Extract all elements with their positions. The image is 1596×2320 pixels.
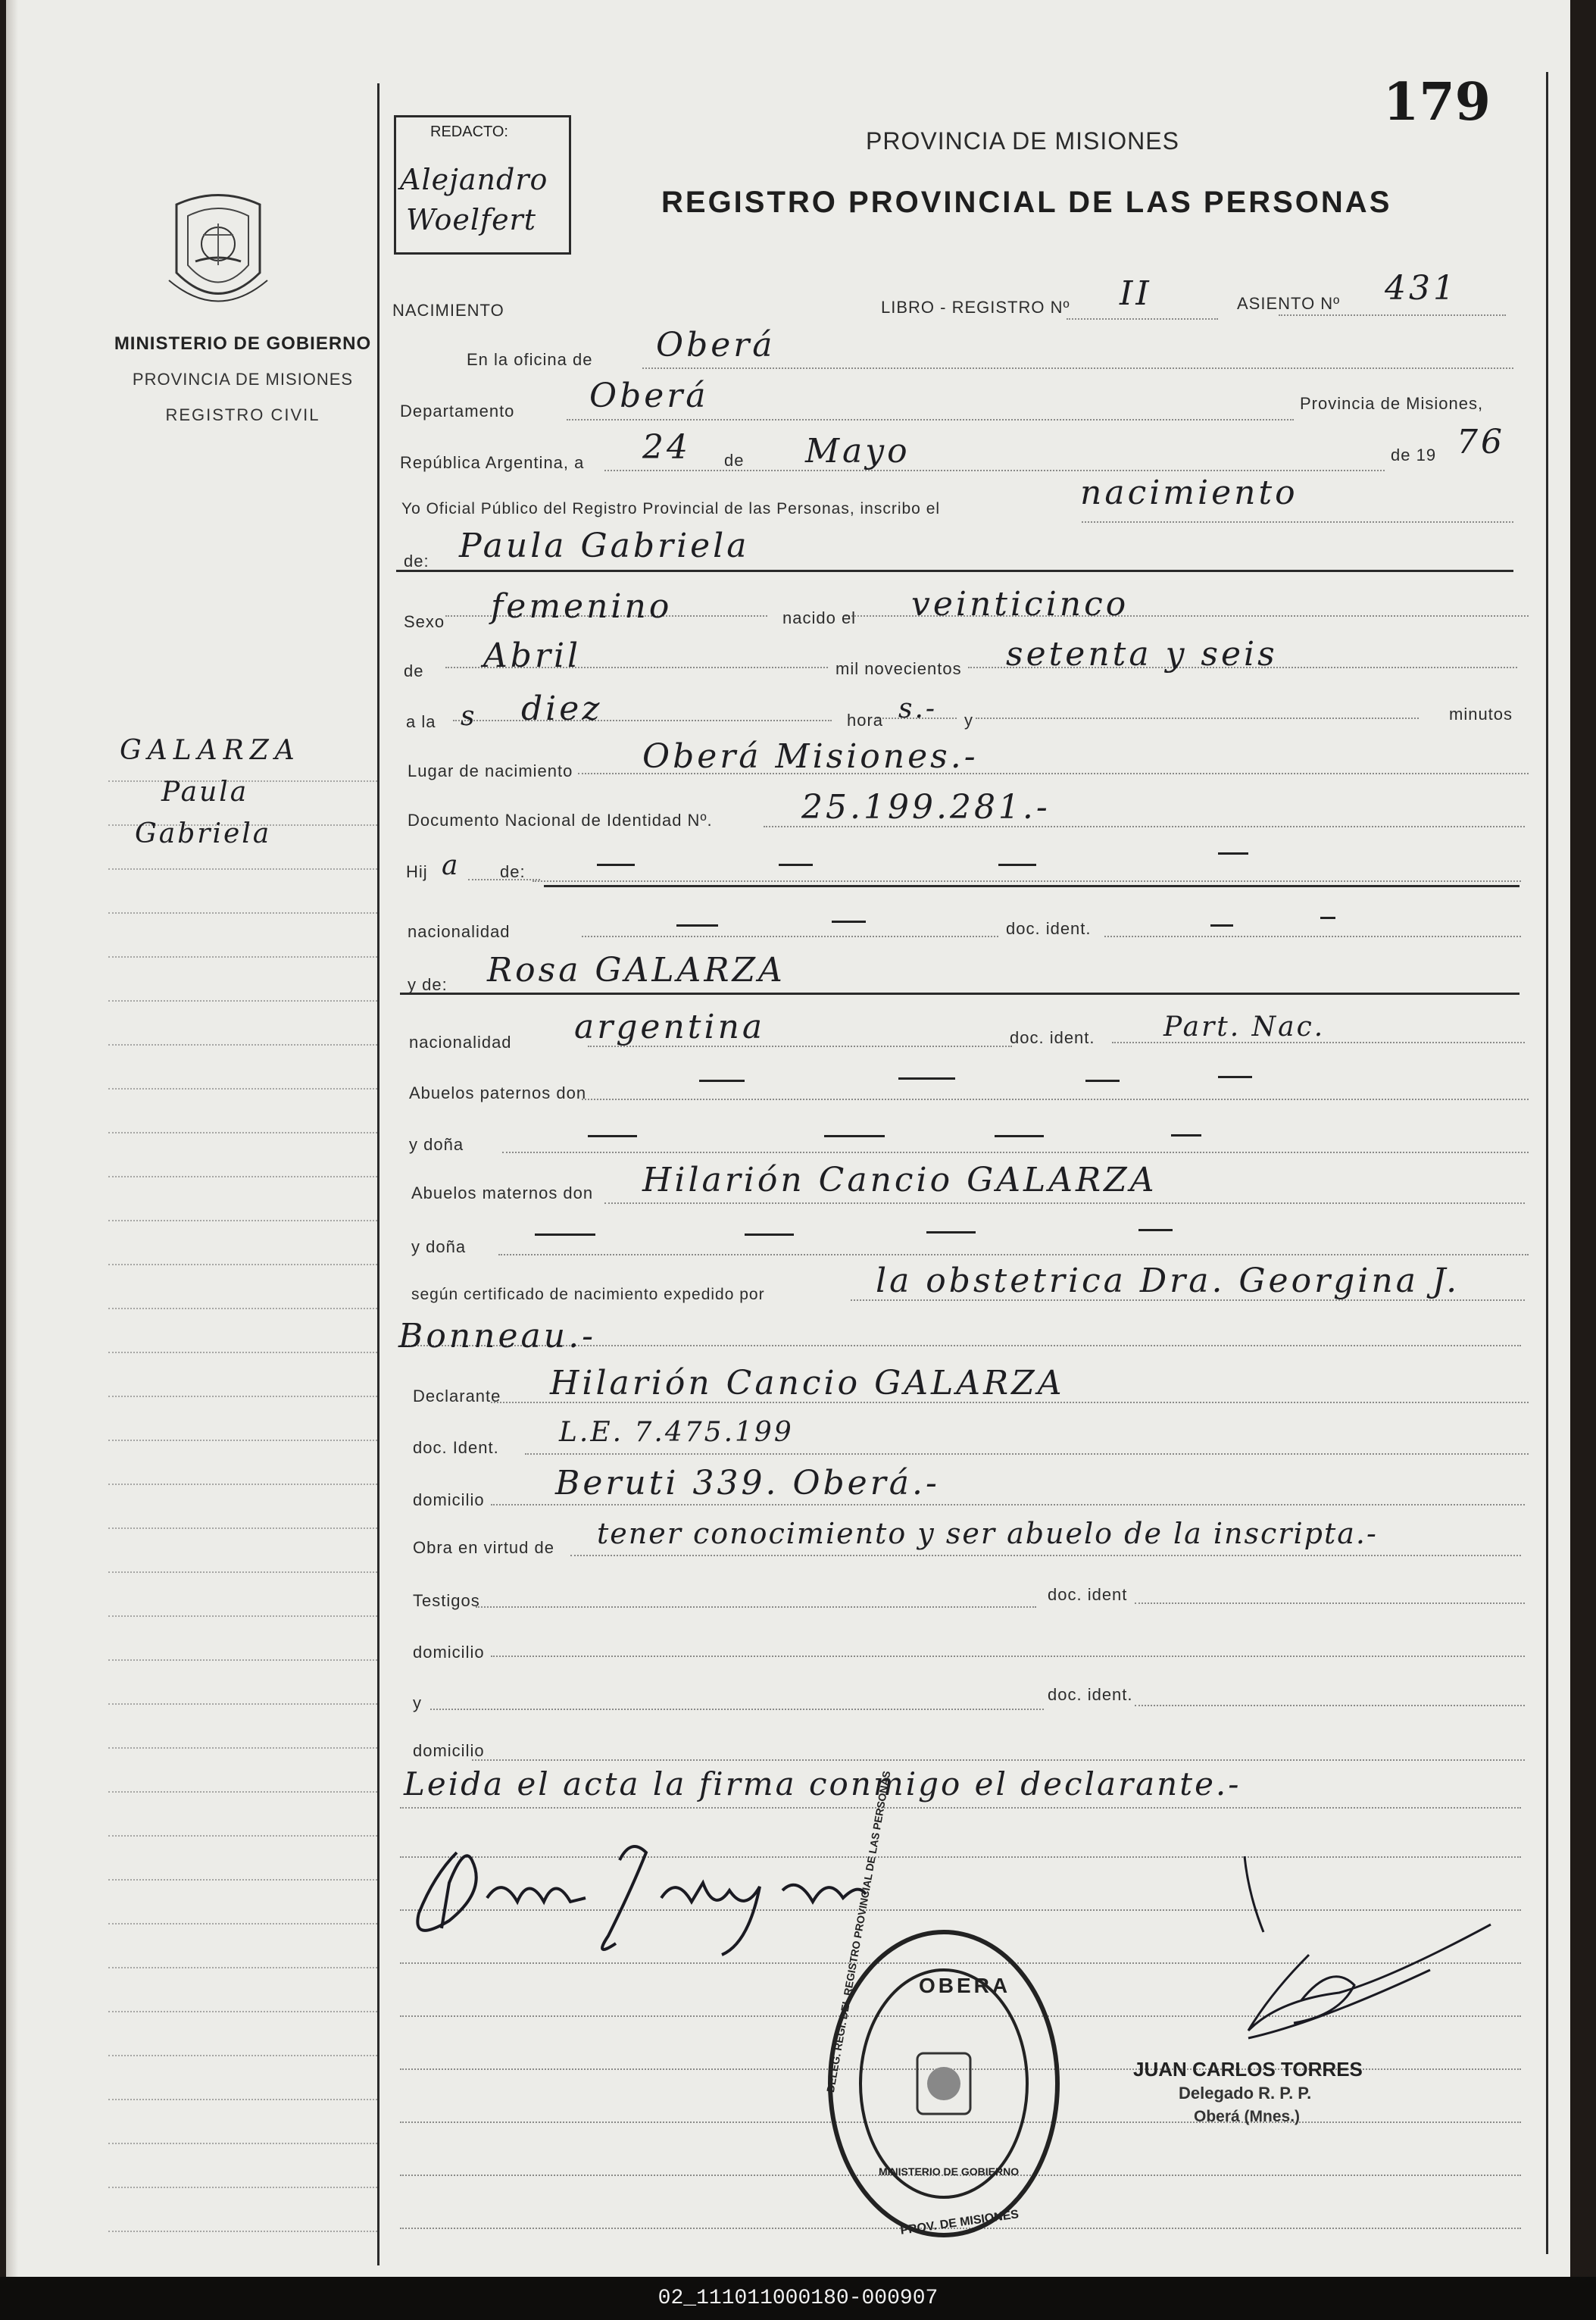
redacto-name-1: Alejandro <box>400 163 548 196</box>
margin-ruled-line <box>108 1615 377 1617</box>
margin-ruled-line <box>108 1044 377 1046</box>
left-vertical-rule <box>377 83 379 2265</box>
blank-field-dash <box>1218 852 1248 855</box>
obra-value: tener conocimiento y ser abuelo de la inscripta.- <box>597 1517 1378 1550</box>
libro-value: II <box>1120 274 1152 313</box>
form-dotted-line <box>642 367 1513 369</box>
form-dotted-line <box>1279 314 1506 316</box>
margin-ruled-line <box>108 1220 377 1221</box>
domicilio-value: Beruti 339. Oberá.- <box>555 1464 940 1502</box>
blank-field-dash <box>699 1080 745 1082</box>
hijo-de-label: de: <box>500 862 526 881</box>
domicilio3-label: domicilio <box>413 1741 485 1760</box>
doc-ident-label: doc. ident. <box>1006 919 1092 938</box>
certificado-label: según certificado de nacimiento expedido por <box>411 1286 765 1303</box>
margin-ruled-line <box>108 1659 377 1661</box>
certificado-continuation: Bonneau.- <box>398 1317 596 1355</box>
doc-ident2-label: doc. ident. <box>1010 1028 1095 1047</box>
sexo-label: Sexo <box>404 612 445 631</box>
seal-inner-top: OBERA <box>919 1974 1011 1997</box>
margin-note-middle-name: Gabriela <box>135 818 272 849</box>
margin-ruled-line <box>108 1000 377 1002</box>
form-dotted-line <box>567 419 1294 421</box>
civil-registry-label: REGISTRO CIVIL <box>165 405 320 424</box>
form-dotted-line <box>1082 521 1513 523</box>
month-value: Mayo <box>805 432 910 471</box>
doc-ident3-value: L.E. 7.475.199 <box>559 1417 794 1448</box>
margin-ruled-line <box>108 1484 377 1485</box>
margin-ruled-line <box>108 1440 377 1441</box>
left-province-label: PROVINCIA DE MISIONES <box>132 370 354 389</box>
province-emblem <box>161 189 275 318</box>
form-solid-line <box>396 570 1513 572</box>
sexo-value: femenino <box>491 587 673 626</box>
year-value: 76 <box>1457 423 1505 461</box>
margin-ruled-line <box>108 1396 377 1397</box>
blank-field-dash <box>926 1231 976 1233</box>
margin-ruled-line <box>108 2231 377 2232</box>
departamento-value: Oberá <box>589 377 709 415</box>
provincia-label: Provincia de Misiones, <box>1300 394 1484 413</box>
blank-field-dash <box>1218 1076 1252 1078</box>
day-value: 24 <box>642 428 691 467</box>
record-type-label: NACIMIENTO <box>392 301 504 320</box>
republica-label: República Argentina, a <box>400 453 585 472</box>
margin-ruled-line <box>108 2143 377 2144</box>
form-dotted-line <box>502 1152 1529 1153</box>
hour-value: diez <box>521 689 603 728</box>
birth-year-words: setenta y seis <box>1006 635 1278 674</box>
blank-field-dash <box>779 864 813 866</box>
testigos-label: Testigos <box>413 1591 480 1610</box>
year-label: de 19 <box>1391 446 1437 464</box>
form-dotted-line <box>453 720 832 721</box>
form-dotted-line <box>1135 1705 1525 1706</box>
blank-field-dash <box>1138 1229 1173 1231</box>
nacionalidad2-label: nacionalidad <box>409 1033 512 1052</box>
blank-field-dash <box>1171 1134 1201 1137</box>
official-stamp-seal <box>823 1924 1065 2243</box>
archive-code: 02_111011000180-000907 <box>657 2287 939 2310</box>
oficial-statement: Yo Oficial Público del Registro Provincial de las Personas, inscribo el <box>401 500 941 517</box>
hijo-suffix: a <box>442 850 461 881</box>
lugar-value: Oberá Misiones.- <box>642 737 979 776</box>
closing-text: Leida el acta la firma conmigo el declarante.- <box>404 1765 1242 1803</box>
de2-label: de <box>404 661 424 680</box>
abuelos-maternos-label: Abuelos maternos don <box>411 1183 594 1202</box>
margin-ruled-line <box>108 1967 377 1968</box>
margin-ruled-line <box>108 1132 377 1133</box>
lugar-label: Lugar de nacimiento <box>408 761 573 780</box>
form-dotted-line <box>472 1759 1525 1761</box>
y-dona2-label: y doña <box>411 1237 467 1256</box>
form-dotted-line <box>1135 1602 1525 1604</box>
margin-note-surname: GALARZA <box>120 735 301 766</box>
margin-ruled-line <box>108 1176 377 1177</box>
form-dotted-line <box>1104 936 1521 937</box>
margin-ruled-line <box>108 1747 377 1749</box>
margin-ruled-line <box>108 1923 377 1924</box>
redacto-name-2: Woelfert <box>406 203 536 236</box>
name-de-label: de: <box>404 552 429 571</box>
form-dotted-line <box>525 1453 1529 1455</box>
ala-suffix: s <box>461 701 477 732</box>
form-dotted-line <box>491 1504 1525 1505</box>
blank-field-dash <box>535 1233 595 1236</box>
child-name: Paula Gabriela <box>459 527 750 565</box>
doc-ident2-value: Part. Nac. <box>1163 1011 1326 1043</box>
margin-ruled-line <box>108 912 377 914</box>
y-dona-label: y doña <box>409 1135 464 1154</box>
margin-ruled-line <box>108 1879 377 1881</box>
hijo-label: Hij <box>406 862 428 881</box>
domicilio2-label: domicilio <box>413 1643 485 1662</box>
blank-field-dash <box>745 1233 794 1236</box>
form-solid-line <box>544 885 1519 887</box>
blank-field-dash <box>1210 924 1233 927</box>
margin-ruled-line <box>108 1835 377 1837</box>
dni-label: Documento Nacional de Identidad Nº. <box>408 811 713 830</box>
y-label: y <box>964 711 973 730</box>
page-binding-edge <box>6 0 18 2277</box>
asiento-label: ASIENTO Nº <box>1237 294 1341 313</box>
form-dotted-line <box>604 470 1385 471</box>
form-solid-line <box>400 993 1519 995</box>
archive-footer-bar <box>0 2277 1596 2320</box>
blank-field-dash <box>676 924 718 927</box>
blank-field-dash <box>588 1135 637 1137</box>
obra-label: Obra en virtud de <box>413 1538 554 1557</box>
right-vertical-rule <box>1546 72 1548 2254</box>
official-name: JUAN CARLOS TORRES <box>1133 2058 1363 2081</box>
form-dotted-line <box>533 880 1521 882</box>
margin-ruled-line <box>108 2055 377 2056</box>
form-dotted-line <box>476 1606 1036 1608</box>
form-dotted-line <box>430 1709 1044 1710</box>
asiento-value: 431 <box>1385 269 1457 308</box>
ala-label: a la <box>406 712 436 731</box>
register-page <box>6 0 1570 2277</box>
doc-ident5-label: doc. ident. <box>1048 1685 1133 1704</box>
form-dotted-line <box>976 718 1419 719</box>
margin-ruled-line <box>108 868 377 870</box>
madre-value: Rosa GALARZA <box>487 951 786 990</box>
birth-month: Abril <box>483 636 582 675</box>
blank-field-dash <box>824 1135 885 1137</box>
form-dotted-line <box>582 1099 1529 1100</box>
doc-ident3-label: doc. Ident. <box>413 1438 499 1457</box>
oficina-label: En la oficina de <box>467 350 593 369</box>
margin-ruled-line <box>108 956 377 958</box>
abuelos-paternos-label: Abuelos paternos don <box>409 1083 587 1102</box>
declarante-value: Hilarión Cancio GALARZA <box>550 1364 1065 1402</box>
margin-ruled-line <box>108 2011 377 2012</box>
nacionalidad2-value: argentina <box>574 1008 766 1046</box>
redacto-label: REDACTO: <box>430 124 508 140</box>
blank-field-dash <box>1320 917 1335 919</box>
acto-value: nacimiento <box>1080 474 1298 512</box>
form-dotted-line <box>582 936 998 937</box>
hora-label: hora <box>847 711 884 730</box>
oficina-value: Oberá <box>656 326 776 364</box>
form-dotted-line <box>491 1656 1525 1657</box>
certificado-value: la obstetrica Dra. Georgina J. <box>876 1262 1460 1300</box>
nacionalidad-label: nacionalidad <box>408 922 511 941</box>
seal-outer-bottom: PROV. DE MISIONES <box>899 2208 1020 2237</box>
margin-ruled-line <box>108 1703 377 1705</box>
margin-ruled-line <box>108 1791 377 1793</box>
margin-ruled-line <box>108 1527 377 1529</box>
form-dotted-line <box>570 1555 1521 1556</box>
declarante-label: Declarante <box>413 1387 501 1405</box>
margin-ruled-line <box>108 2187 377 2188</box>
seal-outer-top: DELEG. REGI. DEL REGISTRO PROVINCIAL DE LAS PERSONAS <box>824 1770 893 2093</box>
form-dotted-line <box>604 1202 1525 1204</box>
form-dotted-line <box>400 1807 1521 1809</box>
official-title: Delegado R. P. P. <box>1179 2084 1312 2103</box>
blank-field-dash <box>597 864 635 866</box>
y2-label: y <box>413 1693 422 1712</box>
margin-ruled-line <box>108 1571 377 1573</box>
seal-inner-bottom: MINISTERIO DE GOBIERNO <box>879 2165 1020 2178</box>
margin-ruled-line <box>108 2099 377 2100</box>
mil-label: mil novecientos <box>835 659 962 678</box>
de-label: de <box>724 451 745 470</box>
ministry-title: MINISTERIO DE GOBIERNO <box>114 333 372 354</box>
margin-ruled-line <box>108 1088 377 1090</box>
libro-label: LIBRO - REGISTRO Nº <box>881 298 1070 317</box>
blank-field-dash <box>998 864 1036 866</box>
official-signature <box>1203 1849 1506 2091</box>
blank-field-dash <box>1085 1080 1120 1082</box>
blank-field-dash <box>898 1077 955 1080</box>
margin-ruled-line <box>108 1308 377 1309</box>
dni-value: 25.199.281.- <box>801 788 1051 827</box>
blank-field-dash <box>995 1135 1044 1137</box>
hora-suffix: s.- <box>898 693 938 724</box>
nacido-value: veinticinco <box>911 585 1129 624</box>
folio-number: 179 <box>1383 72 1491 133</box>
official-location: Oberá (Mnes.) <box>1194 2108 1301 2125</box>
margin-ruled-line <box>108 1264 377 1265</box>
margin-ruled-line <box>108 1352 377 1353</box>
nacido-label: nacido el <box>782 608 857 627</box>
y-de-label: y de: <box>408 975 448 994</box>
abuelo-materno-value: Hilarión Cancio GALARZA <box>642 1161 1157 1199</box>
margin-note-first-name: Paula <box>161 777 249 808</box>
blank-field-dash <box>832 921 866 923</box>
minutos-label: minutos <box>1449 705 1513 724</box>
registry-heading: REGISTRO PROVINCIAL DE LAS PERSONAS <box>661 186 1392 219</box>
doc-ident4-label: doc. ident <box>1048 1585 1128 1604</box>
domicilio-label: domicilio <box>413 1490 485 1509</box>
form-dotted-line <box>498 1254 1529 1255</box>
province-heading: PROVINCIA DE MISIONES <box>866 127 1179 155</box>
form-dotted-line <box>1067 318 1218 320</box>
departamento-label: Departamento <box>400 402 515 421</box>
